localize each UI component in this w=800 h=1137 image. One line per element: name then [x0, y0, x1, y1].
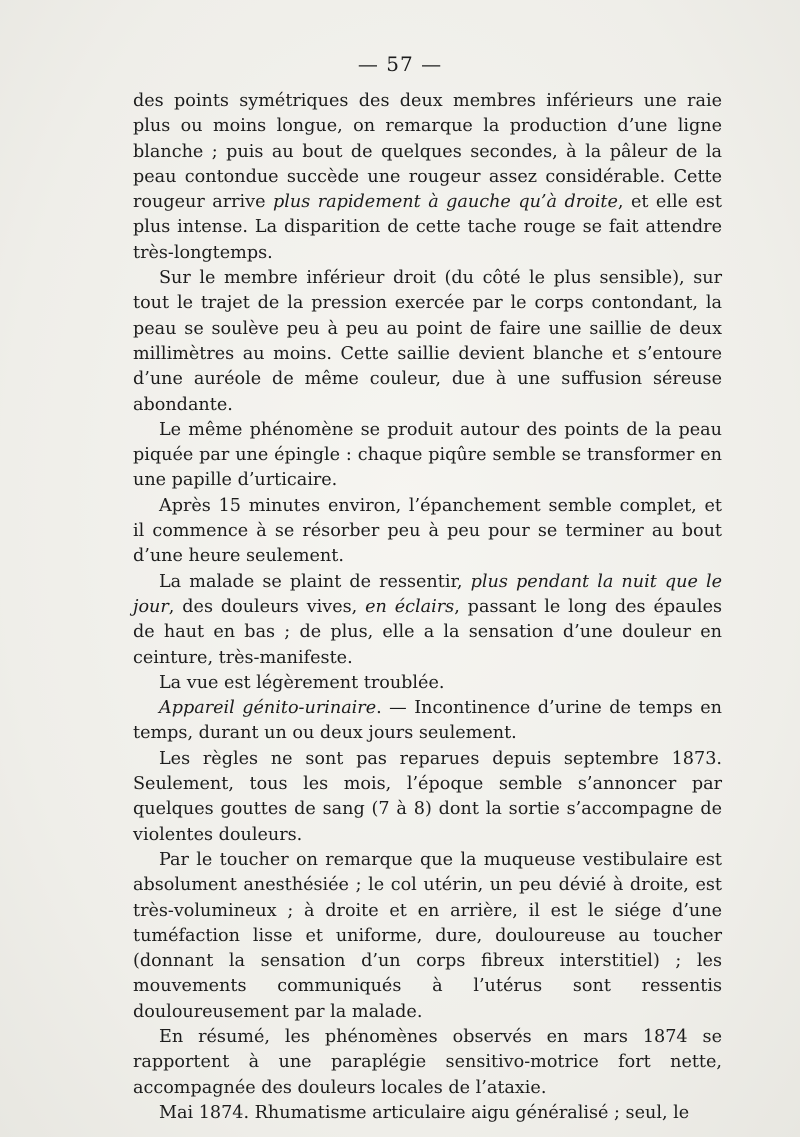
italic-text: Appareil génito-urinaire	[159, 698, 377, 719]
paragraph	[133, 418, 722, 494]
text-segment: , et elle est plus intense. La disparition de cette tache rouge se fait attendre très-longtemps.	[133, 192, 722, 263]
italic-text: plus pendant la nuit que le jour	[133, 571, 722, 617]
italic-text: en éclairs	[365, 596, 455, 617]
text-segment: En résumé, les phénomènes observés en mars 1874 se rapportent à une paraplégie sensitivo-motrice fort nette, accompagnée des douleurs locales de l’ataxie.	[133, 1026, 722, 1098]
text-segment: , passant le long des épaules de haut en bas ; de plus, elle a la sensation d’une douleur en ceinture, très-manifeste.	[133, 596, 723, 668]
italic-text: plus rapidement à gauche qu’à droite	[273, 192, 618, 213]
page-number: — 57 —	[357, 52, 443, 76]
paragraph	[133, 747, 722, 848]
text-segment: Le même phénomène se produit autour des points de la peau piquée par une épingle : chaque piqûre semble se transformer en une papille d’urticaire.	[133, 419, 722, 491]
text-segment: , des douleurs vives,	[168, 596, 366, 617]
paragraph	[133, 266, 722, 418]
paragraph	[133, 1101, 722, 1126]
paragraph	[133, 696, 722, 747]
text-segment: des points symétriques des deux membres inférieurs une raie plus ou moins longue, on remarque la production d’une ligne blanche ; puis au bout de quelques secondes, à la pâleur de la peau contondue succède une rougeur assez considérable. Cette rougeur arrive	[133, 91, 722, 213]
paragraph	[133, 848, 722, 1025]
text-segment: Après 15 minutes environ, l’épanchement semble complet, et il commence à se résorber peu à peu pour se terminer au bout d’une heure seulement.	[133, 495, 722, 567]
paragraph	[133, 570, 722, 671]
body-text	[133, 89, 722, 1126]
paragraph	[133, 671, 722, 696]
text-segment: . — Incontinence d’urine de temps en temps, durant un ou deux jours seulement.	[133, 698, 722, 744]
paragraph	[133, 89, 722, 266]
text-segment: La vue est légèrement troublée.	[159, 672, 445, 693]
text-segment: La malade se plaint de ressentir,	[159, 571, 471, 592]
paragraph	[133, 1025, 722, 1101]
text-segment: Les règles ne sont pas reparues depuis septembre 1873. Seulement, tous les mois, l’époque semble s’annoncer par quelques gouttes de sang (7 à 8) dont la sortie s’accompagne de violentes douleurs.	[133, 748, 722, 845]
paragraph	[133, 494, 722, 570]
text-segment: Mai 1874. Rhumatisme articulaire aigu généralisé ; seul, le	[159, 1102, 690, 1123]
text-segment: Par le toucher on remarque que la muqueuse vestibulaire est absolument anesthésiée ; le col utérin, un peu dévié à droite, est très-volumineux ; à droite et en arrière, il est le siége d’une tuméfaction lisse et uniforme, dure, douloureuse au toucher (donnant la sensation d’un corps fibreux interstitiel) ; les mouvements communiqués à l’utérus sont ressentis douloureusement par la malade.	[133, 849, 722, 1022]
text-segment: Sur le membre inférieur droit (du côté le plus sensible), sur tout le trajet de la pression exercée par le corps contondant, la peau se soulève peu à peu au point de faire une saillie de deux millimètres au moins. Cette saillie devient blanche et s’entoure d’une auréole de même couleur, due à une suffusion séreuse abondante.	[133, 268, 722, 415]
